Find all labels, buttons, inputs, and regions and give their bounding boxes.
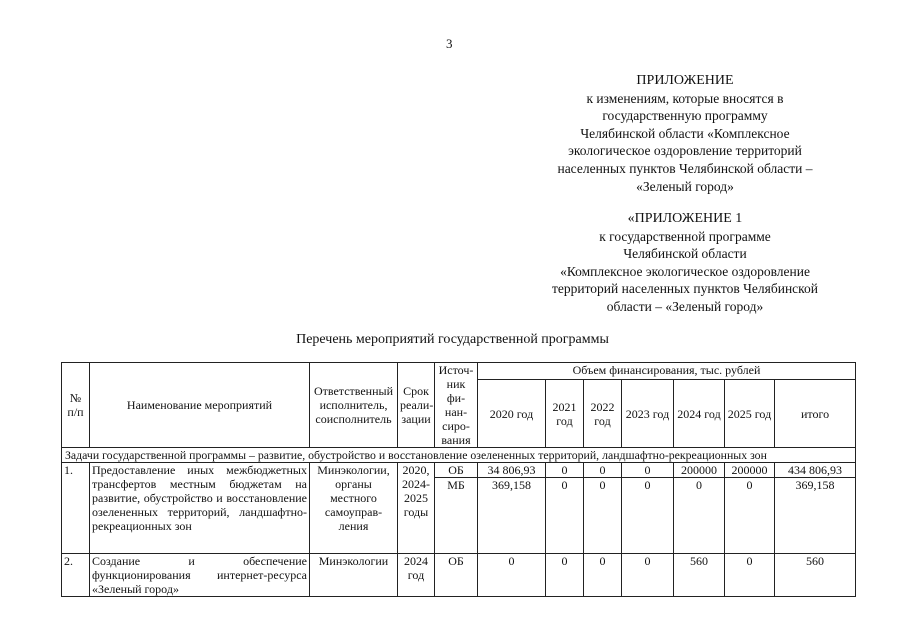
page-number: 3 (446, 36, 453, 51)
value-cell: 0 (584, 554, 622, 597)
table-row (62, 554, 856, 597)
header-total: итого (775, 380, 856, 448)
value-cell: 200000 (725, 463, 775, 478)
header-source: Источ-ник фи-нан-сиро-вания (435, 363, 478, 448)
appendix1-header (525, 210, 845, 316)
row-term: 2020, 2024-2025 годы (398, 463, 435, 554)
value-cell: 34 806,93 (478, 463, 546, 478)
row-responsible: Минэкологии (310, 554, 398, 597)
appendix1-line: территорий населенных пунктов Челябинской (551, 281, 819, 297)
header-year-2024: 2024 год (674, 380, 725, 448)
header-num: № п/п (62, 363, 90, 448)
appendix-line: Челябинской области «Комплексное (580, 125, 790, 141)
row-name: Создание и обеспечение функционирования интернет-ресурса «Зеленый город» (90, 554, 310, 597)
appendix-line: экологическое оздоровление территорий (568, 143, 802, 159)
appendix1-line: области – «Зеленый город» (606, 298, 764, 314)
header-year-2025: 2025 год (725, 380, 775, 448)
appendix1-title: «ПРИЛОЖЕНИЕ 1 (627, 211, 743, 226)
header-year-2020: 2020 год (478, 380, 546, 448)
row-name: Предоставление иных межбюджетных трансфертов местным бюджетам на развитие, обустройство и восстановление озелененных территорий, ландшафтно-рекреационных зон (90, 463, 310, 554)
header-year-2023: 2023 год (622, 380, 674, 448)
value-cell: 0 (584, 478, 622, 554)
value-cell: 0 (546, 463, 584, 478)
table-row (62, 463, 856, 478)
appendix1-line: «Комплексное экологическое оздоровление (560, 263, 810, 279)
appendix-title: ПРИЛОЖЕНИЕ (636, 73, 734, 88)
appendix-line: к изменениям, которые вносятся в (586, 90, 784, 106)
value-cell: 200000 (674, 463, 725, 478)
header-responsible: Ответственный исполнитель, соисполнитель (310, 363, 398, 448)
value-cell: 0 (622, 463, 674, 478)
appendix-line: государственную программу (602, 108, 768, 124)
value-cell: 0 (674, 478, 725, 554)
value-cell: 0 (725, 478, 775, 554)
row-source: ОБ (435, 463, 478, 478)
value-cell: 0 (546, 554, 584, 597)
total-cell: 369,158 (775, 478, 856, 554)
row-num: 2. (62, 554, 90, 597)
row-source: МБ (435, 478, 478, 554)
row-source: ОБ (435, 554, 478, 597)
value-cell: 369,158 (478, 478, 546, 554)
value-cell: 0 (725, 554, 775, 597)
measures-table (61, 362, 856, 597)
header-year-2022: 2022 год (584, 380, 622, 448)
value-cell: 0 (478, 554, 546, 597)
row-num: 1. (62, 463, 90, 554)
total-cell: 434 806,93 (775, 463, 856, 478)
header-term: Срок реали-зации (398, 363, 435, 448)
value-cell: 0 (546, 478, 584, 554)
header-name: Наименование мероприятий (90, 363, 310, 448)
appendix-line: «Зеленый город» (636, 178, 734, 194)
task-row: Задачи государственной программы – развитие, обустройство и восстановление озелененных территорий, ландшафтно-рекреационных зон (62, 448, 856, 463)
row-term: 2024 год (398, 554, 435, 597)
header-financing: Объем финансирования, тыс. рублей (478, 363, 856, 380)
value-cell: 560 (674, 554, 725, 597)
header-year-2021: 2021 год (546, 380, 584, 448)
table-caption: Перечень мероприятий государственной программы (296, 332, 609, 347)
value-cell: 0 (622, 478, 674, 554)
appendix-header (520, 72, 850, 195)
value-cell: 0 (622, 554, 674, 597)
appendix1-line: Челябинской области (623, 246, 747, 262)
appendix1-line: к государственной программе (599, 228, 771, 244)
row-responsible: Минэкологии, органы местного самоуправ-ления (310, 463, 398, 554)
appendix-line: населенных пунктов Челябинской области – (557, 160, 813, 176)
total-cell: 560 (775, 554, 856, 597)
value-cell: 0 (584, 463, 622, 478)
